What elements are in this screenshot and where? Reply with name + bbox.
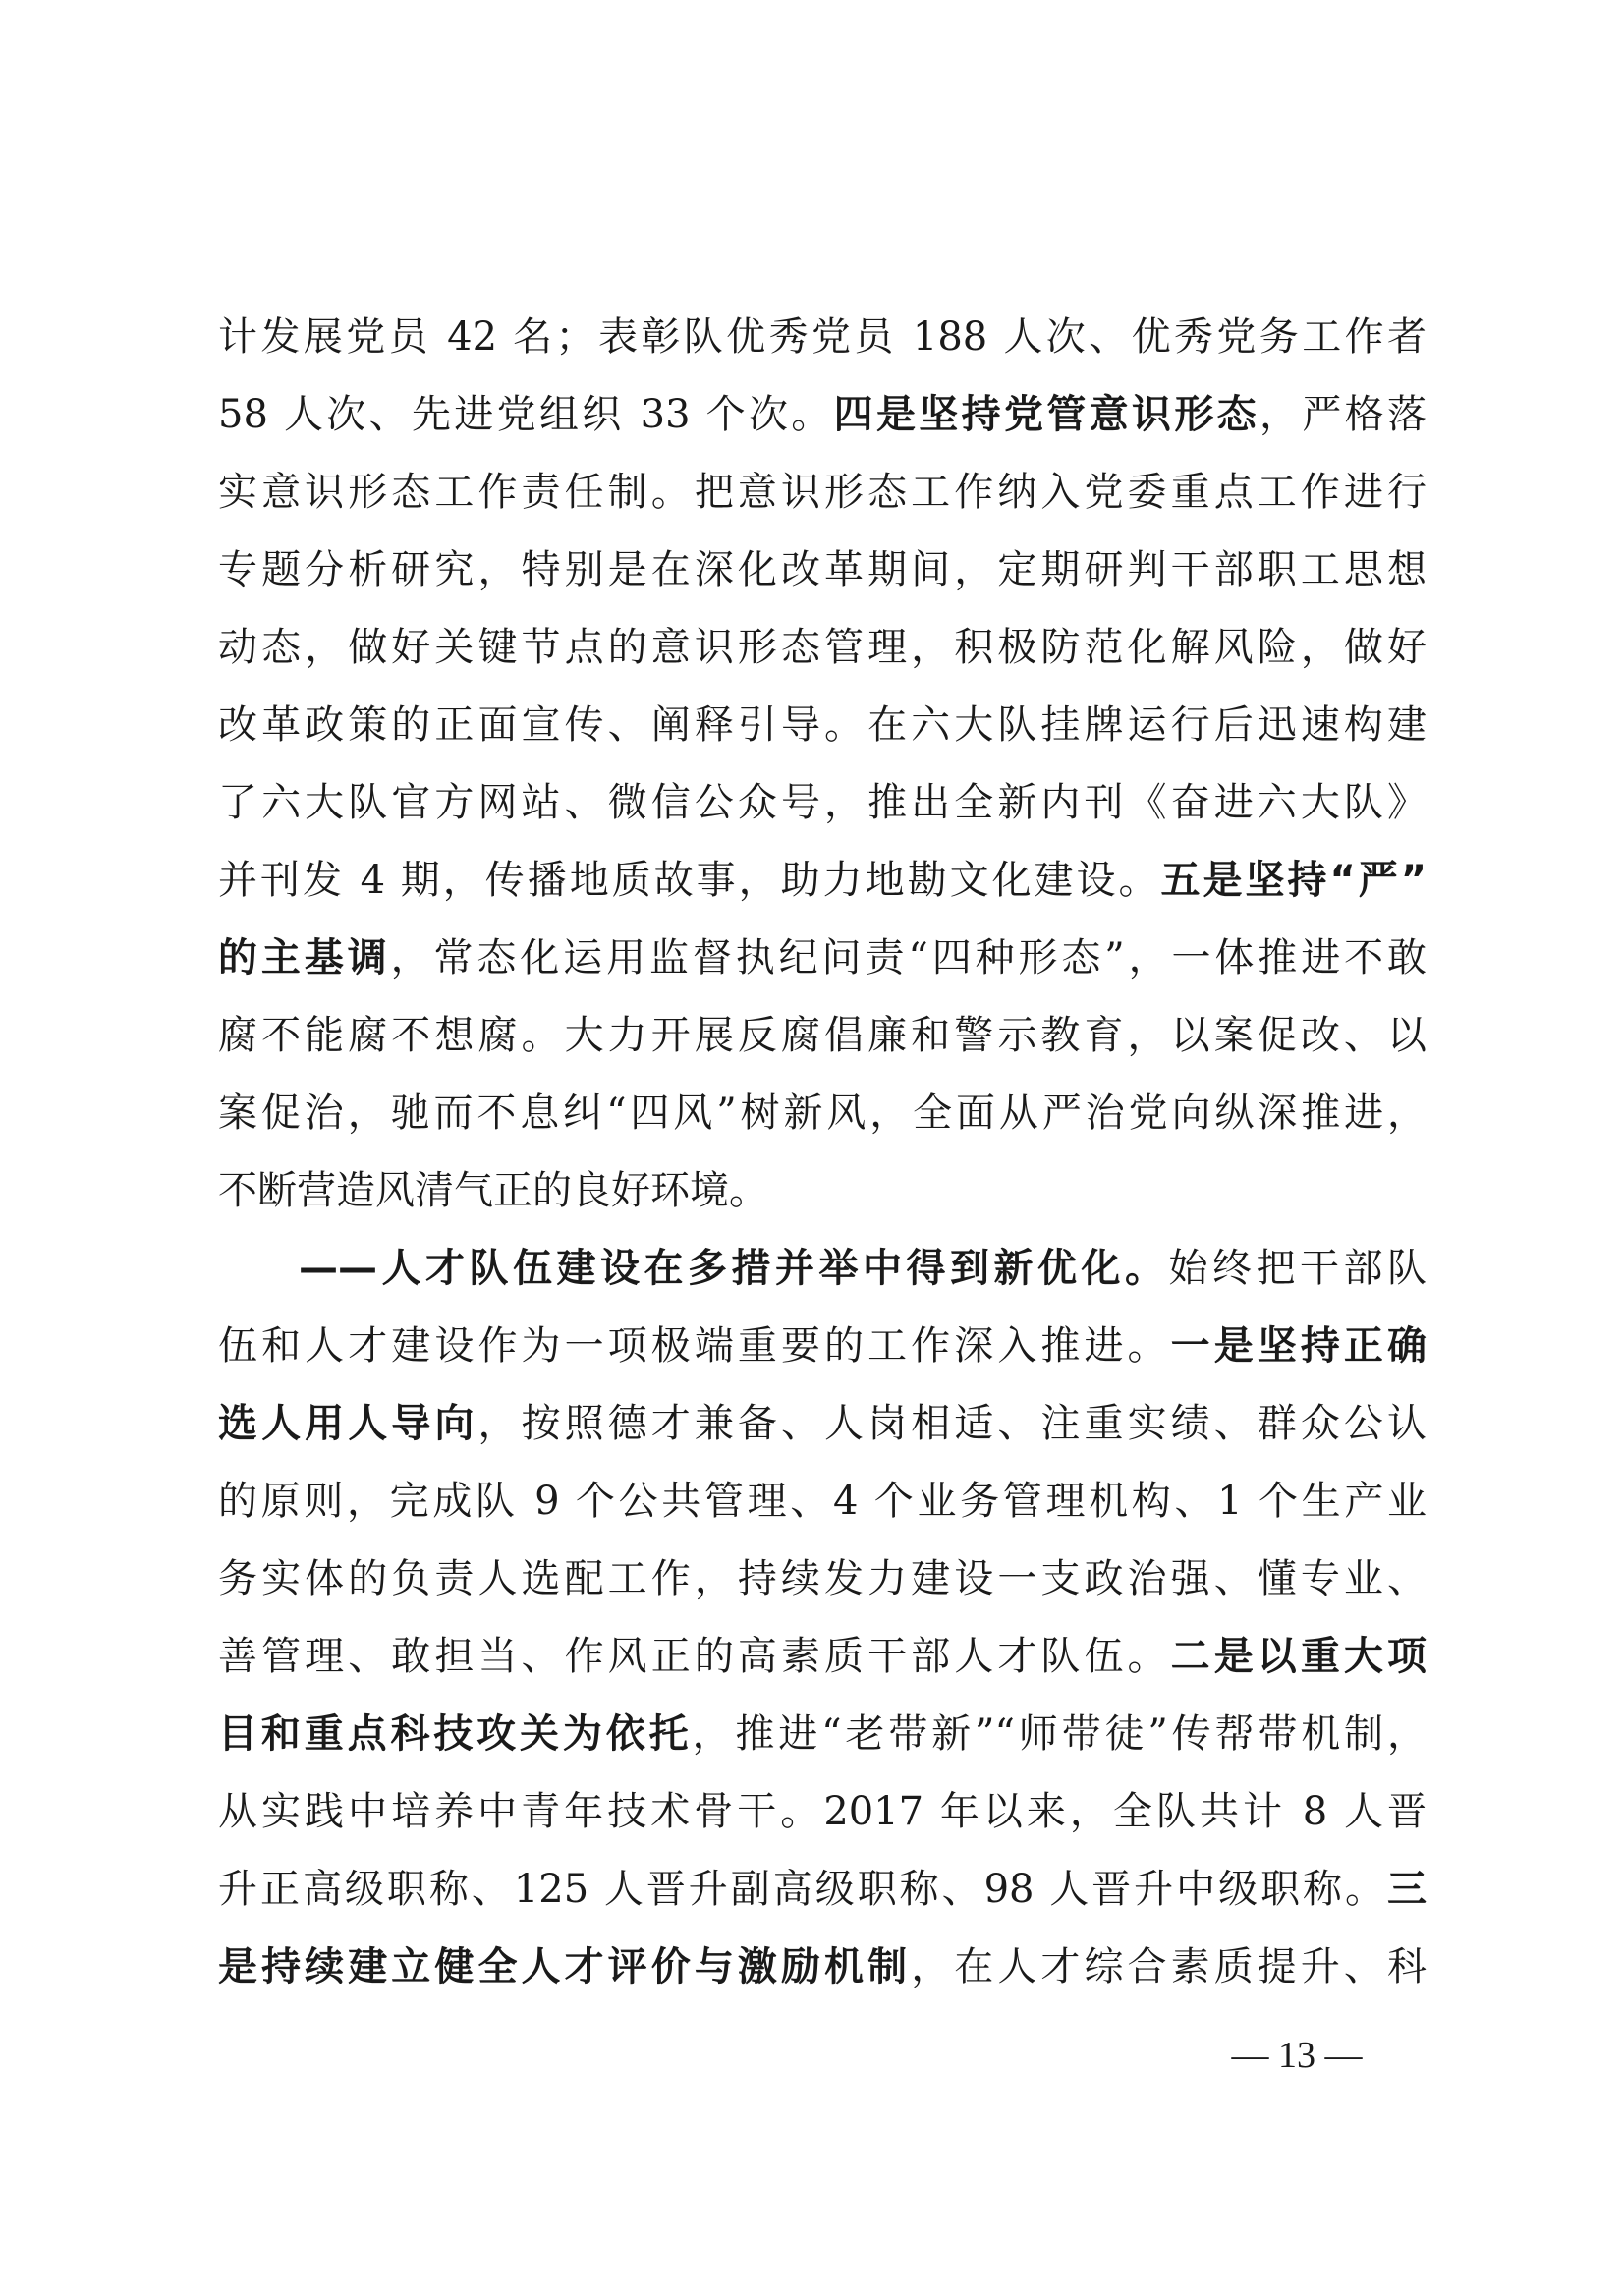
text-segment: 的原则，完成队 9 个公共管理、4 个业务管理机构、1 个生产业: [218, 1479, 1427, 1524]
text-line: [218, 376, 1427, 454]
text-line: [218, 1929, 1427, 2006]
text-line: [218, 687, 1427, 764]
bold-phrase: 的主基调: [218, 935, 391, 980]
text-segment: 并刊发 4 期，传播地质故事，助力地勘文化建设。: [218, 858, 1161, 903]
text-segment: ，在人才综合素质提升、科: [911, 1944, 1427, 1989]
text-line: [218, 1308, 1427, 1385]
bold-phrase: 五是坚持“严”: [1160, 858, 1427, 903]
text-line: [218, 609, 1427, 687]
text-line: [218, 1463, 1427, 1540]
text-segment: 计发展党员 42 名；表彰队优秀党员 188 人次、优秀党务工作者: [218, 314, 1427, 360]
bold-phrase: 三: [1387, 1867, 1427, 1912]
text-line: [218, 532, 1427, 609]
text-segment: ，常态化运用监督执纪问责“四种形态”，一体推进不敢: [390, 935, 1427, 980]
text-line: [218, 1152, 1427, 1230]
text-line: [218, 299, 1427, 376]
text-line: [218, 1851, 1427, 1929]
page-number: — 13 —: [1231, 2035, 1363, 2076]
text-segment: 从实践中培养中青年技术骨干。2017 年以来，全队共计 8 人晋: [218, 1789, 1427, 1834]
text-line: [218, 920, 1427, 997]
text-segment: 58 人次、先进党组织 33 个次。: [218, 392, 834, 437]
text-segment: 腐不能腐不想腐。大力开展反腐倡廉和警示教育，以案促改、以: [218, 1013, 1427, 1058]
bold-phrase: 二是以重大项: [1170, 1634, 1427, 1679]
text-line: [218, 1540, 1427, 1618]
text-segment: ，按照德才兼备、人岗相适、注重实绩、群众公认: [477, 1401, 1427, 1446]
text-segment: 务实体的负责人选配工作，持续发力建设一支政治强、懂专业、: [218, 1556, 1427, 1601]
text-line: [218, 1773, 1427, 1851]
text-segment: 始终把干部队: [1168, 1246, 1427, 1291]
text-line: [218, 1385, 1427, 1463]
bold-phrase: 四是坚持党管意识形态: [833, 392, 1259, 437]
text-segment: 动态，做好关键节点的意识形态管理，积极防范化解风险，做好: [218, 625, 1427, 670]
text-line: [218, 1696, 1427, 1773]
text-segment: ，推进“老带新”“师带徒”传帮带机制，: [692, 1711, 1427, 1757]
text-segment: 实意识形态工作责任制。把意识形态工作纳入党委重点工作进行: [218, 470, 1427, 515]
text-segment: ，严格落: [1259, 392, 1427, 437]
bold-phrase: 选人用人导向: [218, 1401, 478, 1446]
text-line: [218, 842, 1427, 920]
text-segment: 善管理、敢担当、作风正的高素质干部人才队伍。: [218, 1634, 1171, 1679]
text-segment: 了六大队官方网站、微信公众号，推出全新内刊《奋进六大队》: [218, 780, 1427, 825]
text-line: [218, 1230, 1427, 1308]
text-line: [218, 1075, 1427, 1152]
text-segment: 伍和人才建设作为一项极端重要的工作深入推进。: [218, 1323, 1171, 1369]
text-segment: 升正高级职称、125 人晋升副高级职称、98 人晋升中级职称。: [218, 1867, 1387, 1912]
text-segment: 案促治，驰而不息纠“四风”树新风，全面从严治党向纵深推进，: [218, 1091, 1427, 1136]
text-line: [218, 764, 1427, 842]
bold-phrase: ——人才队伍建设在多措并举中得到新优化。: [299, 1246, 1169, 1291]
text-line: [218, 1618, 1427, 1696]
text-line: [218, 997, 1427, 1075]
text-segment: 改革政策的正面宣传、阐释引导。在六大队挂牌运行后迅速构建: [218, 702, 1427, 748]
bold-phrase: 一是坚持正确: [1170, 1323, 1427, 1369]
text-line: [218, 454, 1427, 532]
text-segment: 专题分析研究，特别是在深化改革期间，定期研判干部职工思想: [218, 547, 1427, 592]
text-segment: 不断营造风清气正的良好环境。: [218, 1168, 768, 1213]
bold-phrase: 目和重点科技攻关为依托: [218, 1711, 693, 1757]
bold-phrase: 是持续建立健全人才评价与激励机制: [218, 1944, 912, 1989]
body-text: [218, 299, 1427, 2006]
